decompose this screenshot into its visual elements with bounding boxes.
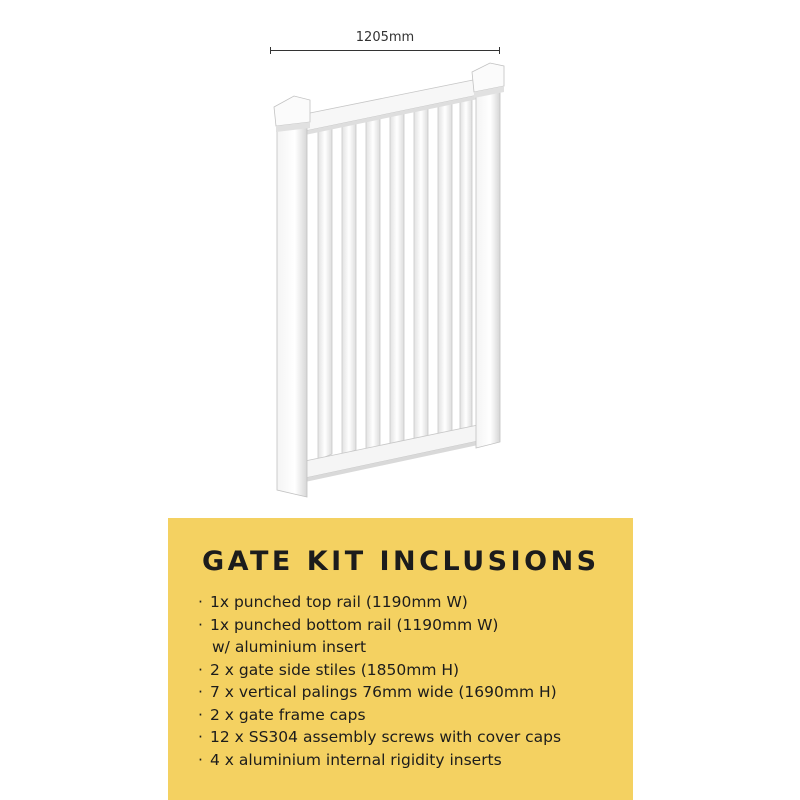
paling	[414, 105, 428, 443]
bullet-icon: ·	[198, 750, 203, 769]
paling	[366, 115, 380, 451]
bullet-icon: ·	[198, 683, 203, 701]
list-item: · 1x punched top rail (1190mm W)	[198, 591, 561, 614]
bullet-icon: ·	[198, 728, 203, 746]
list-item: · 4 x aluminium internal rigidity inserts	[198, 749, 561, 772]
paling	[318, 125, 332, 460]
vertical-palings	[318, 96, 472, 460]
bullet-icon: ·	[198, 705, 203, 724]
panel-title: GATE KIT INCLUSIONS	[202, 546, 600, 577]
paling	[460, 96, 472, 435]
bullet-icon: ·	[198, 660, 203, 679]
list-item: · 12 x SS304 assembly screws with cover caps	[198, 726, 561, 749]
inclusions-list	[198, 591, 561, 771]
left-stile	[277, 104, 307, 497]
list-item: · 7 x vertical palings 76mm wide (1690mm H)	[198, 681, 561, 704]
width-label: 1205mm	[355, 30, 415, 45]
left-frame-cap	[274, 96, 310, 126]
bullet-icon: ·	[198, 593, 203, 611]
list-item: · 2 x gate frame caps	[198, 704, 561, 727]
bullet-icon: ·	[198, 615, 203, 634]
list-item-continuation: w/ aluminium insert	[212, 638, 367, 656]
paling	[438, 100, 452, 439]
inclusions-panel	[168, 518, 633, 800]
right-stile	[476, 76, 500, 448]
list-item: · 1x punched bottom rail (1190mm W)	[198, 614, 561, 637]
list-item: · 2 x gate side stiles (1850mm H)	[198, 659, 561, 682]
paling	[390, 110, 404, 447]
paling	[342, 120, 356, 455]
